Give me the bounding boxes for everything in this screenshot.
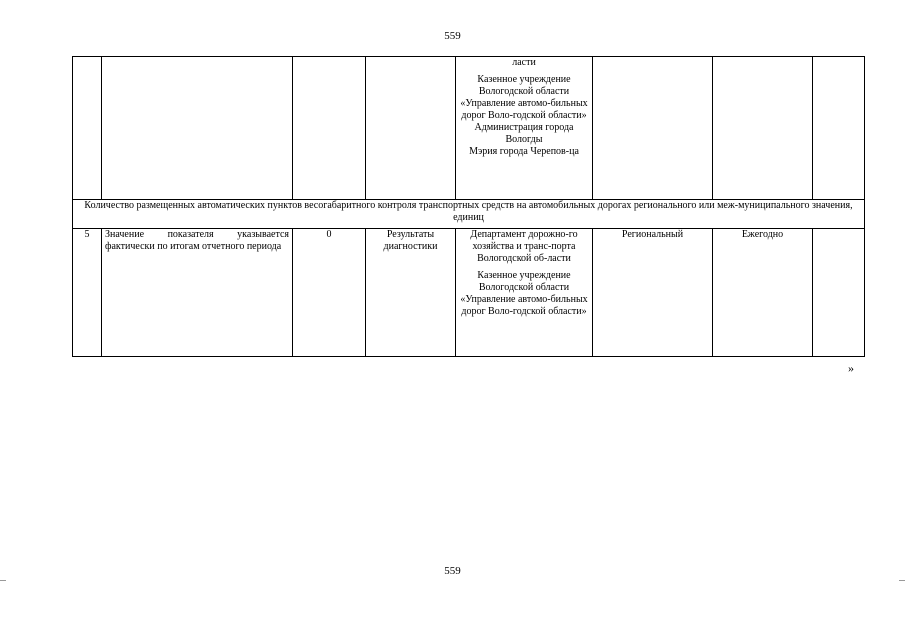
table-row-5	[73, 229, 865, 357]
responsible-line: Мэрия города Черепов-ца	[469, 146, 579, 157]
cell-source: Результаты диагностики	[366, 229, 456, 357]
responsible-line: Департамент дорожно-го хозяйства и транс-порта Вологодской об-ласти	[470, 229, 578, 264]
page-number-top: 559	[444, 30, 461, 42]
cell-level	[593, 57, 713, 200]
cell-frequency	[713, 57, 813, 200]
cell-number: 5	[73, 229, 102, 357]
responsible-line: Казенное учреждение Вологодской области «Управление автомо-бильных дорог Воло-годской области»	[460, 74, 588, 121]
cell-responsible	[456, 229, 593, 357]
cell-extra	[813, 57, 865, 200]
indicator-table	[72, 56, 865, 357]
responsible-line: Администрация города Вологды	[474, 122, 574, 145]
cell-source	[366, 57, 456, 200]
section-header: Количество размещенных автоматических пунктов весогабаритного контроля транспортных средств на автомобильных дорогах регионального или меж-муниципального значения, единиц	[73, 200, 865, 229]
cell-extra	[813, 229, 865, 357]
cell-description	[102, 57, 293, 200]
scan-edge-mark	[899, 580, 905, 581]
table-row-section-header	[73, 200, 865, 229]
responsible-line: Казенное учреждение Вологодской области «Управление автомо-бильных дорог Воло-годской области»	[460, 270, 588, 317]
table-row-continuation	[73, 57, 865, 200]
responsible-line: ласти	[512, 57, 536, 68]
closing-quote: »	[848, 361, 854, 375]
cell-level: Региональный	[593, 229, 713, 357]
cell-responsible	[456, 57, 593, 200]
cell-value	[293, 57, 366, 200]
cell-value: 0	[293, 229, 366, 357]
page-number-bottom: 559	[444, 565, 461, 577]
cell-description: Значение показателя указывается фактически по итогам отчетного периода	[102, 229, 293, 357]
cell-number	[73, 57, 102, 200]
scan-edge-mark	[0, 580, 6, 581]
cell-frequency: Ежегодно	[713, 229, 813, 357]
